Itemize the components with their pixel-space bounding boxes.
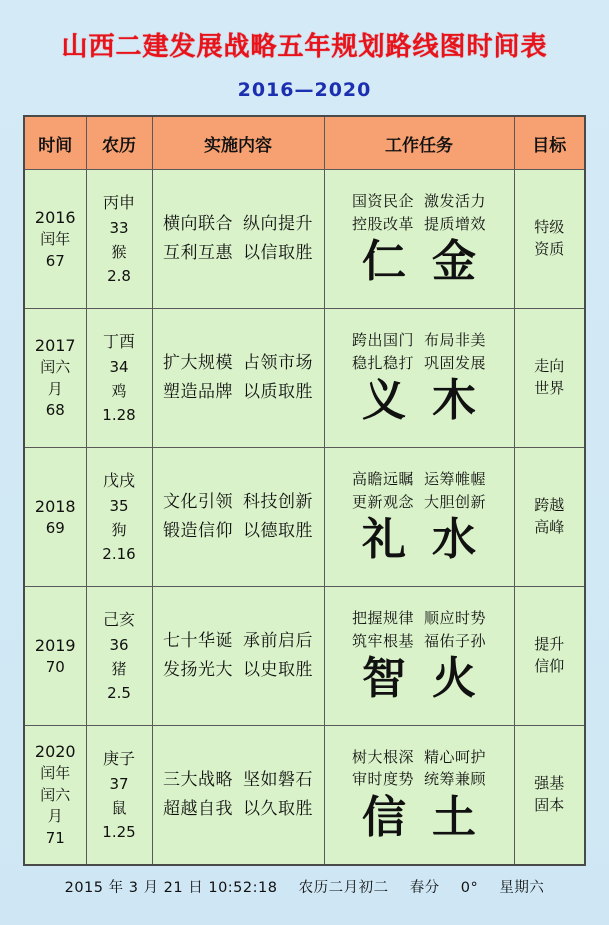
- implementation-segment: 七十华诞: [163, 631, 233, 652]
- implementation-segment: 互利互惠: [163, 243, 233, 263]
- time-line: 闰年: [40, 229, 71, 248]
- task-line: [325, 746, 514, 769]
- implementation-segment: 三大战略: [163, 769, 233, 790]
- cell-implementation: [152, 448, 324, 587]
- footer-term: 春分: [409, 879, 440, 896]
- cell-time: [24, 726, 86, 865]
- task-keyword-pair: 智火: [362, 653, 502, 705]
- table-row: [24, 309, 585, 448]
- cell-goal: [514, 726, 585, 865]
- implementation-segment: 以久取胜: [243, 798, 313, 819]
- cell-implementation: [152, 587, 324, 726]
- cell-goal: [514, 170, 585, 309]
- implementation-segment: 塑造品牌: [163, 382, 233, 402]
- task-keyword-pair: 信土: [362, 791, 502, 843]
- task-segment: 大胆创新: [424, 492, 487, 511]
- task-keyword-pair: 义木: [362, 375, 502, 427]
- footer-degree: 0°: [460, 879, 479, 896]
- implementation-line: [153, 656, 324, 685]
- lunar-line: 猪: [111, 659, 127, 678]
- implementation-segment: 以德取胜: [243, 521, 313, 541]
- table-row: [24, 726, 585, 865]
- cell-goal: [514, 587, 585, 726]
- table-body: [24, 170, 585, 865]
- task-line: [325, 768, 514, 791]
- task-line: [325, 352, 514, 375]
- lunar-line: 33: [109, 218, 129, 237]
- footer-lunar: 农历二月初二: [298, 879, 389, 896]
- implementation-line: [153, 517, 324, 546]
- cell-time: [24, 170, 86, 309]
- task-segment: 顺应时势: [424, 609, 487, 628]
- cell-lunar: [86, 726, 152, 865]
- cell-task: [324, 726, 514, 865]
- implementation-segment: 以史取胜: [243, 660, 313, 680]
- task-segment: 激发活力: [424, 192, 487, 211]
- cell-task: [324, 170, 514, 309]
- task-segment: 提质增效: [424, 214, 487, 233]
- time-line: 闰六: [40, 357, 71, 376]
- time-line: 68: [45, 401, 65, 420]
- task-segment: 运筹帷幄: [424, 470, 487, 489]
- task-segment: 树大根深: [351, 747, 414, 766]
- task-line: [325, 213, 514, 236]
- time-line: 月: [47, 379, 63, 398]
- time-line: 69: [45, 518, 65, 537]
- goal-line: 特级: [534, 218, 565, 237]
- table-row: [24, 587, 585, 726]
- goal-line: 资质: [534, 240, 565, 258]
- cell-time: [24, 587, 86, 726]
- footer-date: 2015 年 3 月 21 日 10:52:18: [64, 879, 278, 896]
- goal-line: 提升: [534, 635, 565, 654]
- implementation-line: [153, 349, 324, 378]
- lunar-line: 37: [109, 774, 129, 793]
- implementation-line: [153, 378, 324, 407]
- task-segment: 布局非美: [424, 331, 487, 350]
- cell-task: [324, 587, 514, 726]
- cell-goal: [514, 448, 585, 587]
- header-row: [24, 116, 585, 170]
- implementation-segment: 科技创新: [243, 492, 313, 513]
- implementation-line: [153, 795, 324, 824]
- lunar-line: 戊戌: [102, 471, 135, 491]
- cell-task: [324, 309, 514, 448]
- time-line: 闰年: [40, 763, 71, 782]
- lunar-line: 己亥: [102, 610, 135, 630]
- footer-weekday: 星期六: [499, 879, 545, 896]
- implementation-line: [153, 210, 324, 239]
- implementation-line: [153, 766, 324, 795]
- cell-goal: [514, 309, 585, 448]
- task-segment: 国资民企: [351, 192, 414, 211]
- lunar-line: 34: [109, 357, 129, 376]
- header-cell-goal: 目标: [514, 116, 585, 170]
- time-line: 闰六: [40, 785, 71, 804]
- task-segment: 稳扎稳打: [351, 353, 414, 372]
- cell-implementation: [152, 170, 324, 309]
- time-line: 2017: [34, 335, 76, 355]
- cell-time: [24, 309, 86, 448]
- footer-bar: [24, 876, 585, 897]
- header-cell-implementation: 实施内容: [152, 116, 324, 170]
- time-line: 月: [47, 807, 63, 826]
- table-row: [24, 448, 585, 587]
- goal-line: 高峰: [534, 518, 565, 536]
- header-cell-lunar: 农历: [86, 116, 152, 170]
- task-segment: 更新观念: [351, 492, 414, 511]
- lunar-line: 2.16: [102, 544, 136, 563]
- time-line: 2020: [34, 741, 76, 761]
- lunar-line: 35: [109, 496, 129, 515]
- lunar-line: 庚子: [102, 748, 135, 768]
- lunar-line: 2.8: [107, 266, 131, 285]
- implementation-segment: 承前启后: [243, 631, 313, 652]
- task-line: [325, 491, 514, 514]
- task-segment: 控股改革: [351, 214, 414, 233]
- cell-lunar: [86, 587, 152, 726]
- goal-line: 信仰: [534, 657, 565, 675]
- goal-line: 强基: [534, 774, 565, 792]
- header-cell-time: 时间: [24, 116, 86, 170]
- task-segment: 精心呵护: [424, 747, 487, 766]
- task-segment: 把握规律: [351, 609, 414, 628]
- goal-line: 固本: [534, 795, 565, 814]
- implementation-segment: 锻造信仰: [163, 521, 233, 541]
- implementation-segment: 横向联合: [163, 214, 233, 235]
- cell-implementation: [152, 726, 324, 865]
- cell-lunar: [86, 309, 152, 448]
- time-line: 2018: [34, 496, 76, 516]
- page-title: 山西二建发展战略五年规划路线图时间表: [61, 32, 548, 62]
- goal-line: 跨越: [534, 496, 565, 515]
- lunar-line: 2.5: [107, 683, 131, 702]
- goal-line: 世界: [534, 379, 565, 397]
- task-line: [325, 607, 514, 630]
- implementation-segment: 以信取胜: [243, 243, 313, 263]
- lunar-line: 狗: [111, 520, 127, 539]
- schedule-table: [23, 115, 586, 866]
- task-keyword-pair: 礼水: [362, 514, 502, 566]
- lunar-line: 鸡: [111, 381, 127, 400]
- task-keyword-pair: 仁金: [362, 236, 502, 288]
- task-segment: 跨出国门: [351, 331, 414, 350]
- cell-task: [324, 448, 514, 587]
- implementation-segment: 文化引领: [163, 492, 233, 513]
- time-line: 71: [45, 829, 65, 848]
- task-segment: 高瞻远瞩: [351, 470, 414, 489]
- implementation-segment: 坚如磐石: [243, 769, 313, 790]
- implementation-segment: 超越自我: [163, 798, 233, 819]
- header-cell-task: 工作任务: [324, 116, 514, 170]
- implementation-segment: 发扬光大: [163, 660, 233, 680]
- cell-implementation: [152, 309, 324, 448]
- cell-lunar: [86, 170, 152, 309]
- task-line: [325, 630, 514, 653]
- task-segment: 审时度势: [351, 770, 414, 789]
- implementation-segment: 以质取胜: [243, 382, 313, 402]
- time-line: 67: [45, 251, 65, 270]
- lunar-line: 36: [109, 635, 129, 654]
- task-segment: 巩固发展: [424, 353, 487, 372]
- table-row: [24, 170, 585, 309]
- lunar-line: 猴: [111, 242, 127, 261]
- task-segment: 统筹兼顾: [424, 770, 487, 789]
- cell-time: [24, 448, 86, 587]
- table-header: [24, 116, 585, 170]
- lunar-line: 鼠: [111, 798, 127, 817]
- goal-line: 走向: [534, 357, 565, 376]
- implementation-segment: 纵向提升: [243, 214, 313, 235]
- task-line: [325, 468, 514, 491]
- time-line: 2016: [34, 207, 76, 227]
- task-line: [325, 190, 514, 213]
- implementation-line: [153, 239, 324, 268]
- implementation-segment: 扩大规模: [163, 353, 233, 374]
- time-line: 70: [45, 657, 65, 676]
- lunar-line: 1.28: [102, 405, 136, 424]
- implementation-line: [153, 488, 324, 517]
- implementation-segment: 占领市场: [243, 353, 313, 374]
- lunar-line: 丁酉: [102, 332, 135, 352]
- cell-lunar: [86, 448, 152, 587]
- task-line: [325, 329, 514, 352]
- lunar-line: 1.25: [102, 822, 136, 841]
- page-subtitle: 2016—2020: [237, 79, 372, 101]
- task-segment: 筑牢根基: [351, 631, 414, 650]
- time-line: 2019: [34, 635, 76, 655]
- task-segment: 福佑子孙: [424, 631, 487, 650]
- implementation-line: [153, 627, 324, 656]
- lunar-line: 丙申: [102, 193, 135, 213]
